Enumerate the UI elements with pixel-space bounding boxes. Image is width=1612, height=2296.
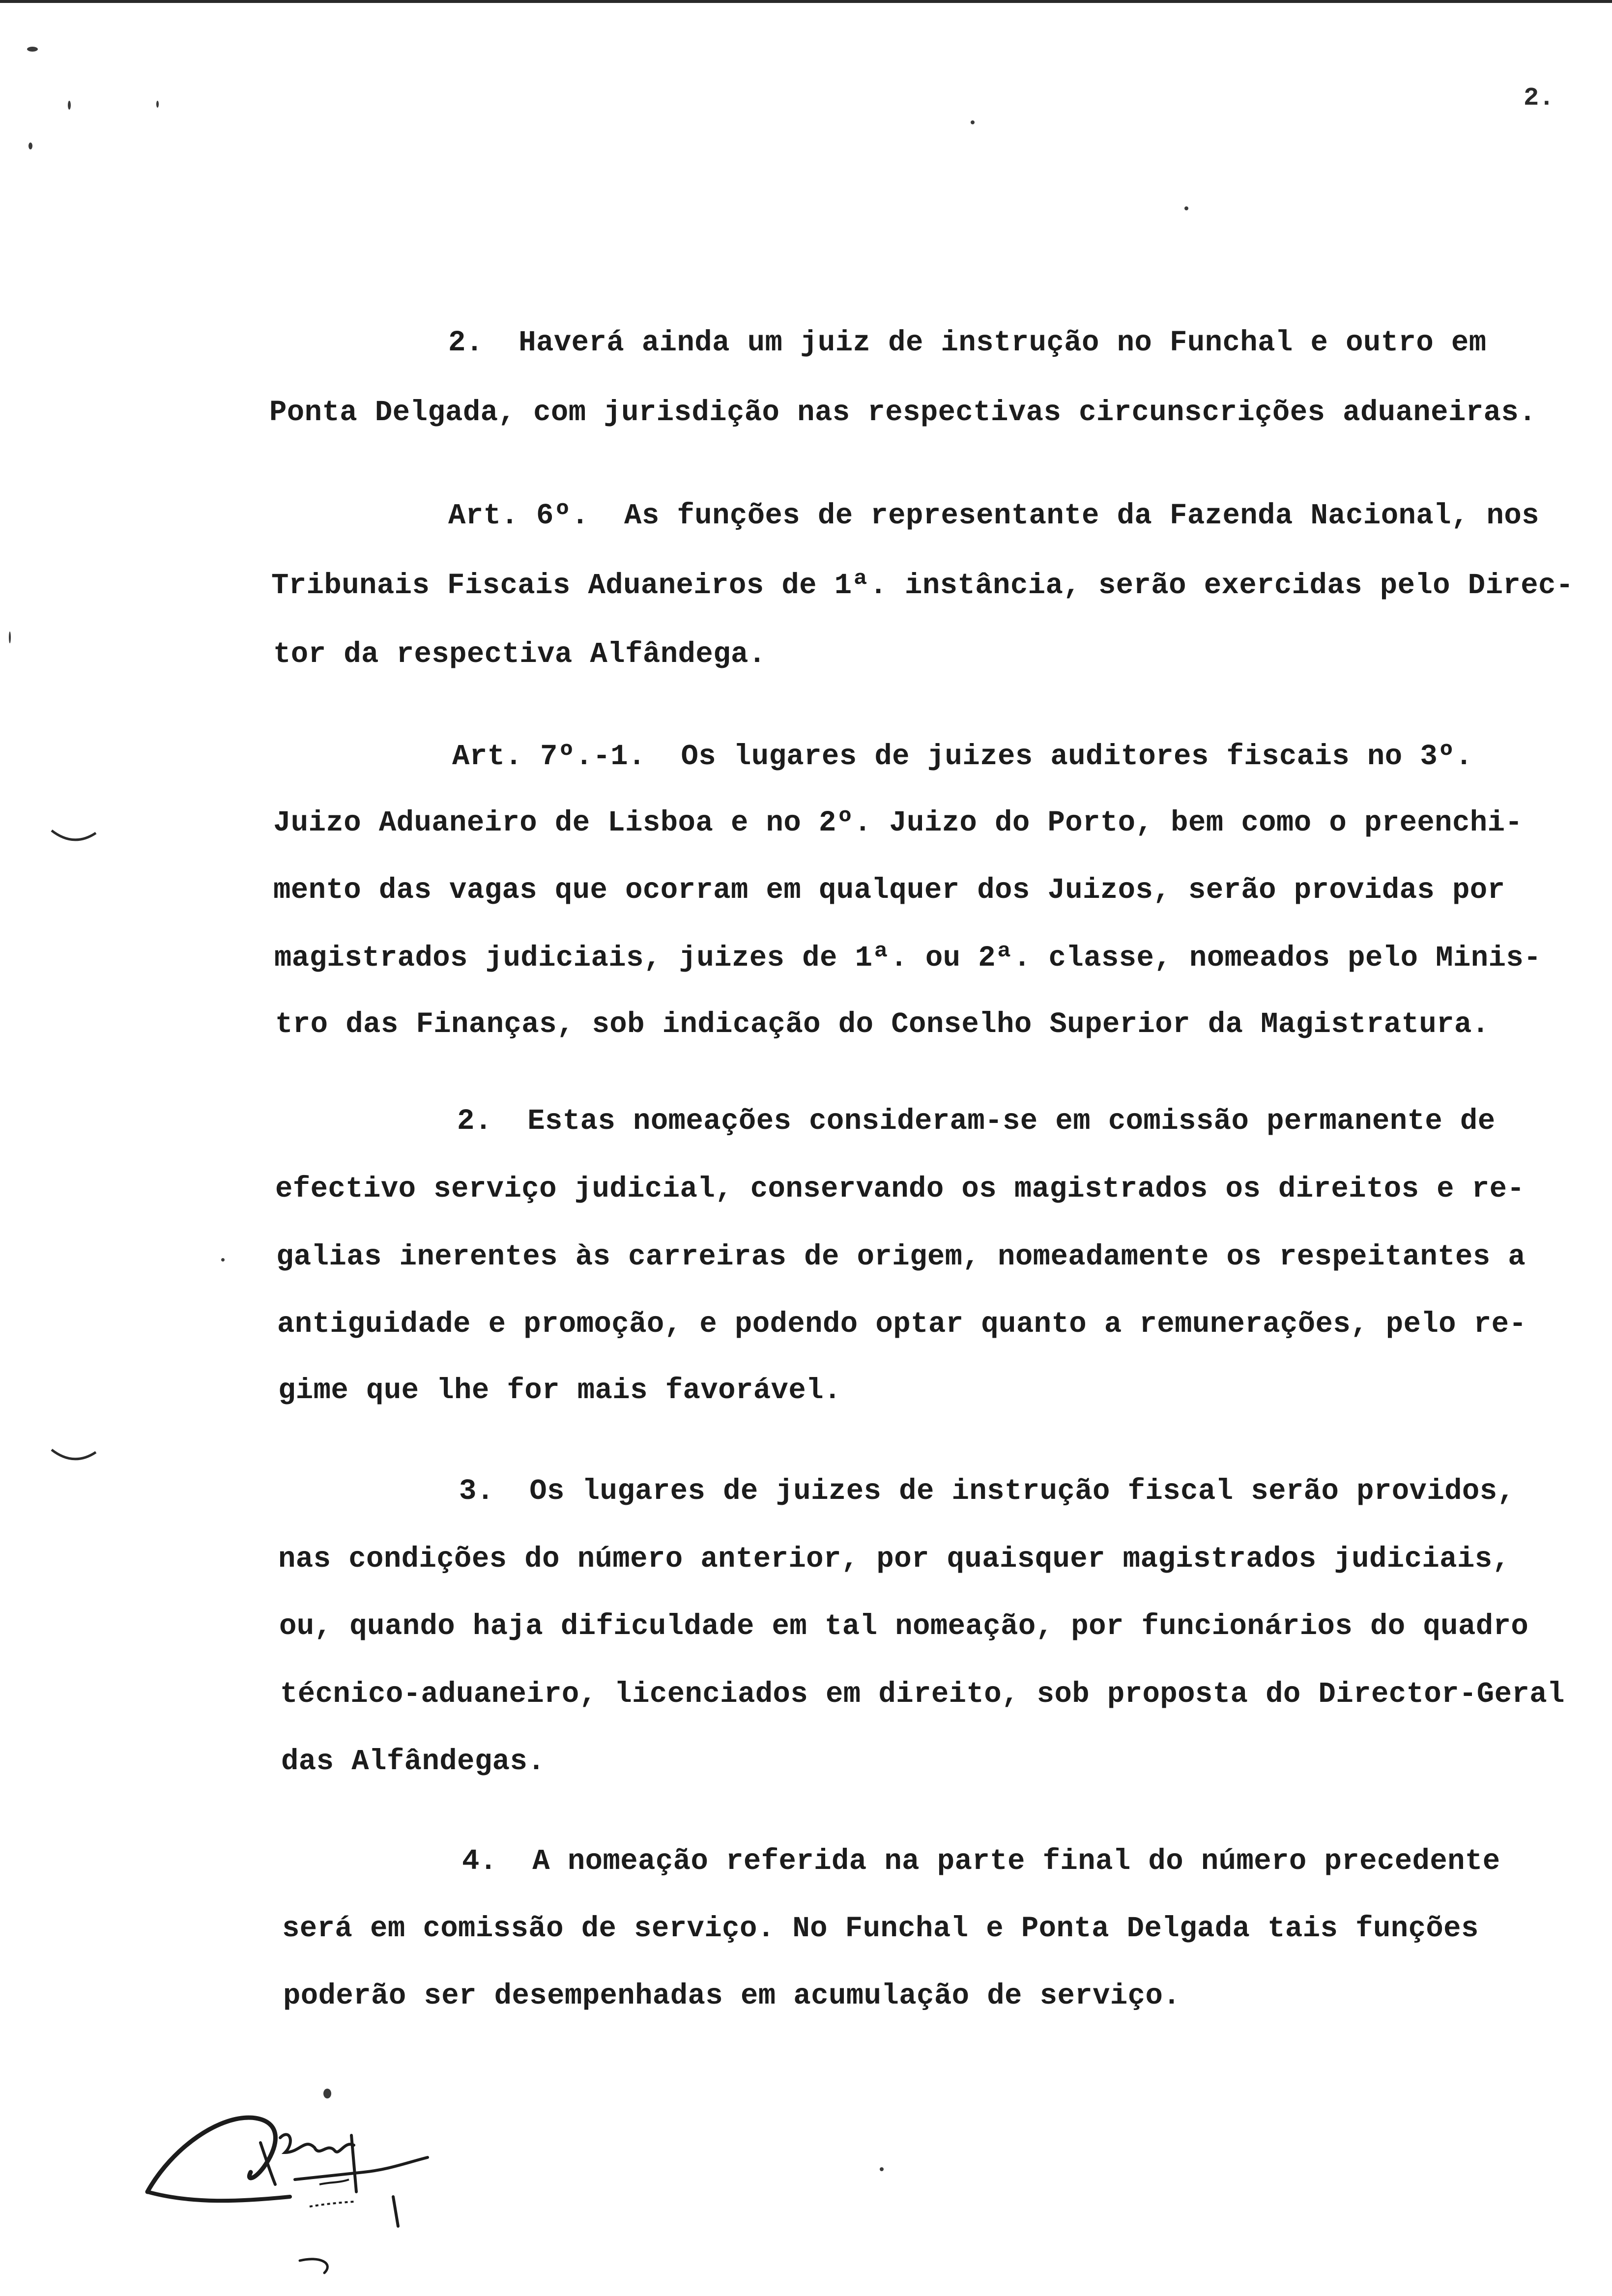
scan-speck bbox=[156, 101, 159, 108]
scan-speck bbox=[29, 143, 32, 149]
paragraph-line: 2. Haverá ainda um juiz de instrução no Funchal e outro em bbox=[448, 326, 1487, 359]
paragraph-line: técnico-aduaneiro, licenciados em direito, sob proposta do Director-Geral bbox=[280, 1678, 1565, 1711]
paragraph-line: magistrados judiciais, juizes de 1ª. ou 2ª. classe, nomeados pelo Minis- bbox=[274, 942, 1542, 975]
paragraph-line: Tribunais Fiscais Aduaneiros de 1ª. instância, serão exercidas pelo Direc- bbox=[271, 569, 1574, 602]
paragraph-line: 3. Os lugares de juizes de instrução fiscal serão providos, bbox=[459, 1475, 1515, 1508]
paragraph-line: 2. Estas nomeações consideram-se em comissão permanente de bbox=[457, 1105, 1496, 1138]
paragraph-line: ou, quando haja dificuldade em tal nomeação, por funcionários do quadro bbox=[279, 1610, 1529, 1643]
scan-speck bbox=[9, 631, 11, 643]
paragraph-line: Art. 6º. As funções de representante da Fazenda Nacional, nos bbox=[448, 499, 1539, 532]
scan-speck bbox=[971, 120, 975, 124]
paragraph-line: Juizo Aduaneiro de Lisboa e no 2º. Juizo do Porto, bem como o preenchi- bbox=[273, 806, 1523, 839]
paragraph-line: nas condições do número anterior, por quaisquer magistrados judiciais, bbox=[278, 1543, 1510, 1576]
paragraph-line: 4. A nomeação referida na parte final do número precedente bbox=[462, 1845, 1500, 1878]
page-number: 2. bbox=[1524, 84, 1554, 113]
paragraph-line: das Alfândegas. bbox=[281, 1745, 546, 1778]
scan-speck bbox=[68, 101, 71, 110]
scan-speck bbox=[221, 1258, 225, 1262]
page-top-border bbox=[0, 0, 1612, 3]
signature-scribble bbox=[133, 2079, 506, 2295]
scan-speck bbox=[1184, 206, 1188, 210]
paragraph-line: tor da respectiva Alfândega. bbox=[273, 638, 766, 671]
scan-speck bbox=[880, 2167, 884, 2171]
paragraph-line: será em comissão de serviço. No Funchal e Ponta Delgada tais funções bbox=[282, 1912, 1479, 1945]
paragraph-line: poderão ser desempenhadas em acumulação de serviço. bbox=[283, 1980, 1181, 2012]
margin-hole-mark bbox=[49, 1445, 98, 1469]
paragraph-line: antiguidade e promoção, e podendo optar quanto a remunerações, pelo re- bbox=[277, 1308, 1527, 1341]
paragraph-line: Ponta Delgada, com jurisdição nas respectivas circunscrições aduaneiras. bbox=[269, 396, 1537, 429]
paragraph-line: efectivo serviço judicial, conservando os magistrados os direitos e re- bbox=[275, 1173, 1525, 1205]
paragraph-line: galias inerentes às carreiras de origem, nomeadamente os respeitantes a bbox=[276, 1240, 1526, 1273]
margin-hole-mark bbox=[49, 826, 98, 850]
paragraph-line: gime que lhe for mais favorável. bbox=[278, 1374, 841, 1407]
paragraph-line: tro das Finanças, sob indicação do Conselho Superior da Magistratura. bbox=[275, 1008, 1490, 1041]
paragraph-line: mento das vagas que ocorram em qualquer dos Juizos, serão providas por bbox=[273, 874, 1505, 907]
paragraph-line: Art. 7º.-1. Os lugares de juizes auditores fiscais no 3º. bbox=[452, 740, 1473, 773]
scan-speck bbox=[27, 47, 38, 52]
